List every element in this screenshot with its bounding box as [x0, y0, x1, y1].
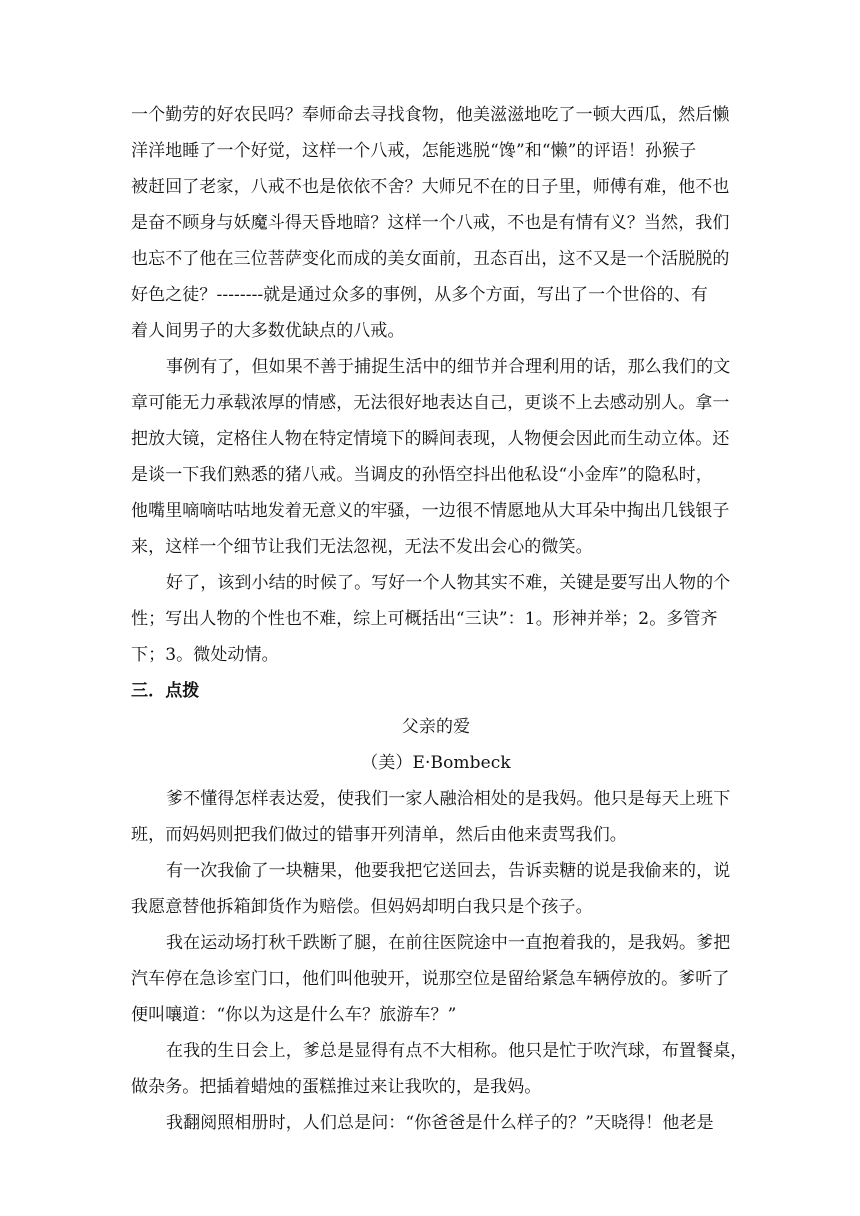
- text-line: 班，而妈妈则把我们做过的错事开列清单，然后由他来责骂我们。: [131, 825, 627, 845]
- text-line: 来，这样一个细节让我们无法忽视，无法不发出会心的微笑。: [131, 537, 593, 557]
- text-line: 被赶回了老家，八戒不也是依依不舍？大师兄不在的日子里，师傅有难，他不也: [131, 177, 730, 197]
- text-line: 做杂务。把插着蜡烛的蛋糕推过来让我吹的，是我妈。: [131, 1077, 542, 1097]
- document-body: [131, 97, 748, 1141]
- paragraph-first-line: 我在运动场打秋千跌断了腿，在前往医院途中一直抱着我的，是我妈。爹把: [166, 933, 731, 953]
- text-line: 他嘴里嘀嘀咕咕地发着无意义的牢骚，一边很不情愿地从大耳朵中掏出几钱银子: [131, 501, 730, 521]
- paragraph-first-line: 爹不懂得怎样表达爱，使我们一家人融洽相处的是我妈。他只是每天上班下: [166, 789, 731, 809]
- text-line: 着人间男子的大多数优缺点的八戒。: [131, 321, 405, 341]
- article-author: （美）E·Bombeck: [361, 753, 511, 773]
- text-line: 我愿意替他拆箱卸货作为赔偿。但妈妈却明白我只是个孩子。: [131, 897, 593, 917]
- article-title: 父亲的爱: [401, 717, 471, 737]
- paragraph-first-line: 好了，该到小结的时候了。写好一个人物其实不难，关键是要写出人物的个: [166, 573, 731, 593]
- text-line: 便叫嚷道：“你以为这是什么车？旅游车？”: [131, 1005, 457, 1025]
- section-heading: 三．点拨: [131, 681, 200, 701]
- paragraph-first-line: 有一次我偷了一块糖果，他要我把它送回去，告诉卖糖的说是我偷来的，说: [166, 861, 731, 881]
- text-line: 也忘不了他在三位菩萨变化而成的美女面前，丑态百出，这不又是一个活脱脱的: [131, 249, 730, 269]
- paragraph-first-line: 在我的生日会上，爹总是显得有点不大相称。他只是忙于吹汽球，布置餐桌，: [166, 1041, 748, 1061]
- text-line: 性；写出人物的个性也不难，综上可概括出“三诀”：1。形神并举；2。多管齐: [131, 609, 718, 629]
- text-line: 下；3。微处动情。: [131, 645, 279, 665]
- text-line: 好色之徒？--------就是通过众多的事例，从多个方面，写出了一个世俗的、有: [131, 285, 708, 305]
- paragraph-first-line: 事例有了，但如果不善于捕捉生活中的细节并合理利用的话，那么我们的文: [166, 357, 731, 377]
- text-line: 把放大镜，定格住人物在特定情境下的瞬间表现，人物便会因此而生动立体。还: [131, 429, 730, 449]
- text-line: 洋洋地睡了一个好觉，这样一个八戒，怎能逃脱“馋”和“懒”的评语！孙猴子: [131, 141, 697, 161]
- text-line: 章可能无力承载浓厚的情感，无法很好地表达自己，更谈不上去感动别人。拿一: [131, 393, 730, 413]
- text-line: 汽车停在急诊室门口，他们叫他驶开，说那空位是留给紧急车辆停放的。爹听了: [131, 969, 730, 989]
- text-line: 是谈一下我们熟悉的猪八戒。当调皮的孙悟空抖出他私设“小金库”的隐私时，: [131, 465, 713, 485]
- text-line: 是奋不顾身与妖魔斗得天昏地暗？这样一个八戒，不也是有情有义？当然，我们: [131, 213, 730, 233]
- paragraph-first-line: 我翻阅照相册时，人们总是问：“你爸爸是什么样子的？”天晓得！他老是: [166, 1113, 714, 1133]
- text-line: 一个勤劳的好农民吗？奉师命去寻找食物，他美滋滋地吃了一顿大西瓜，然后懒: [131, 105, 730, 125]
